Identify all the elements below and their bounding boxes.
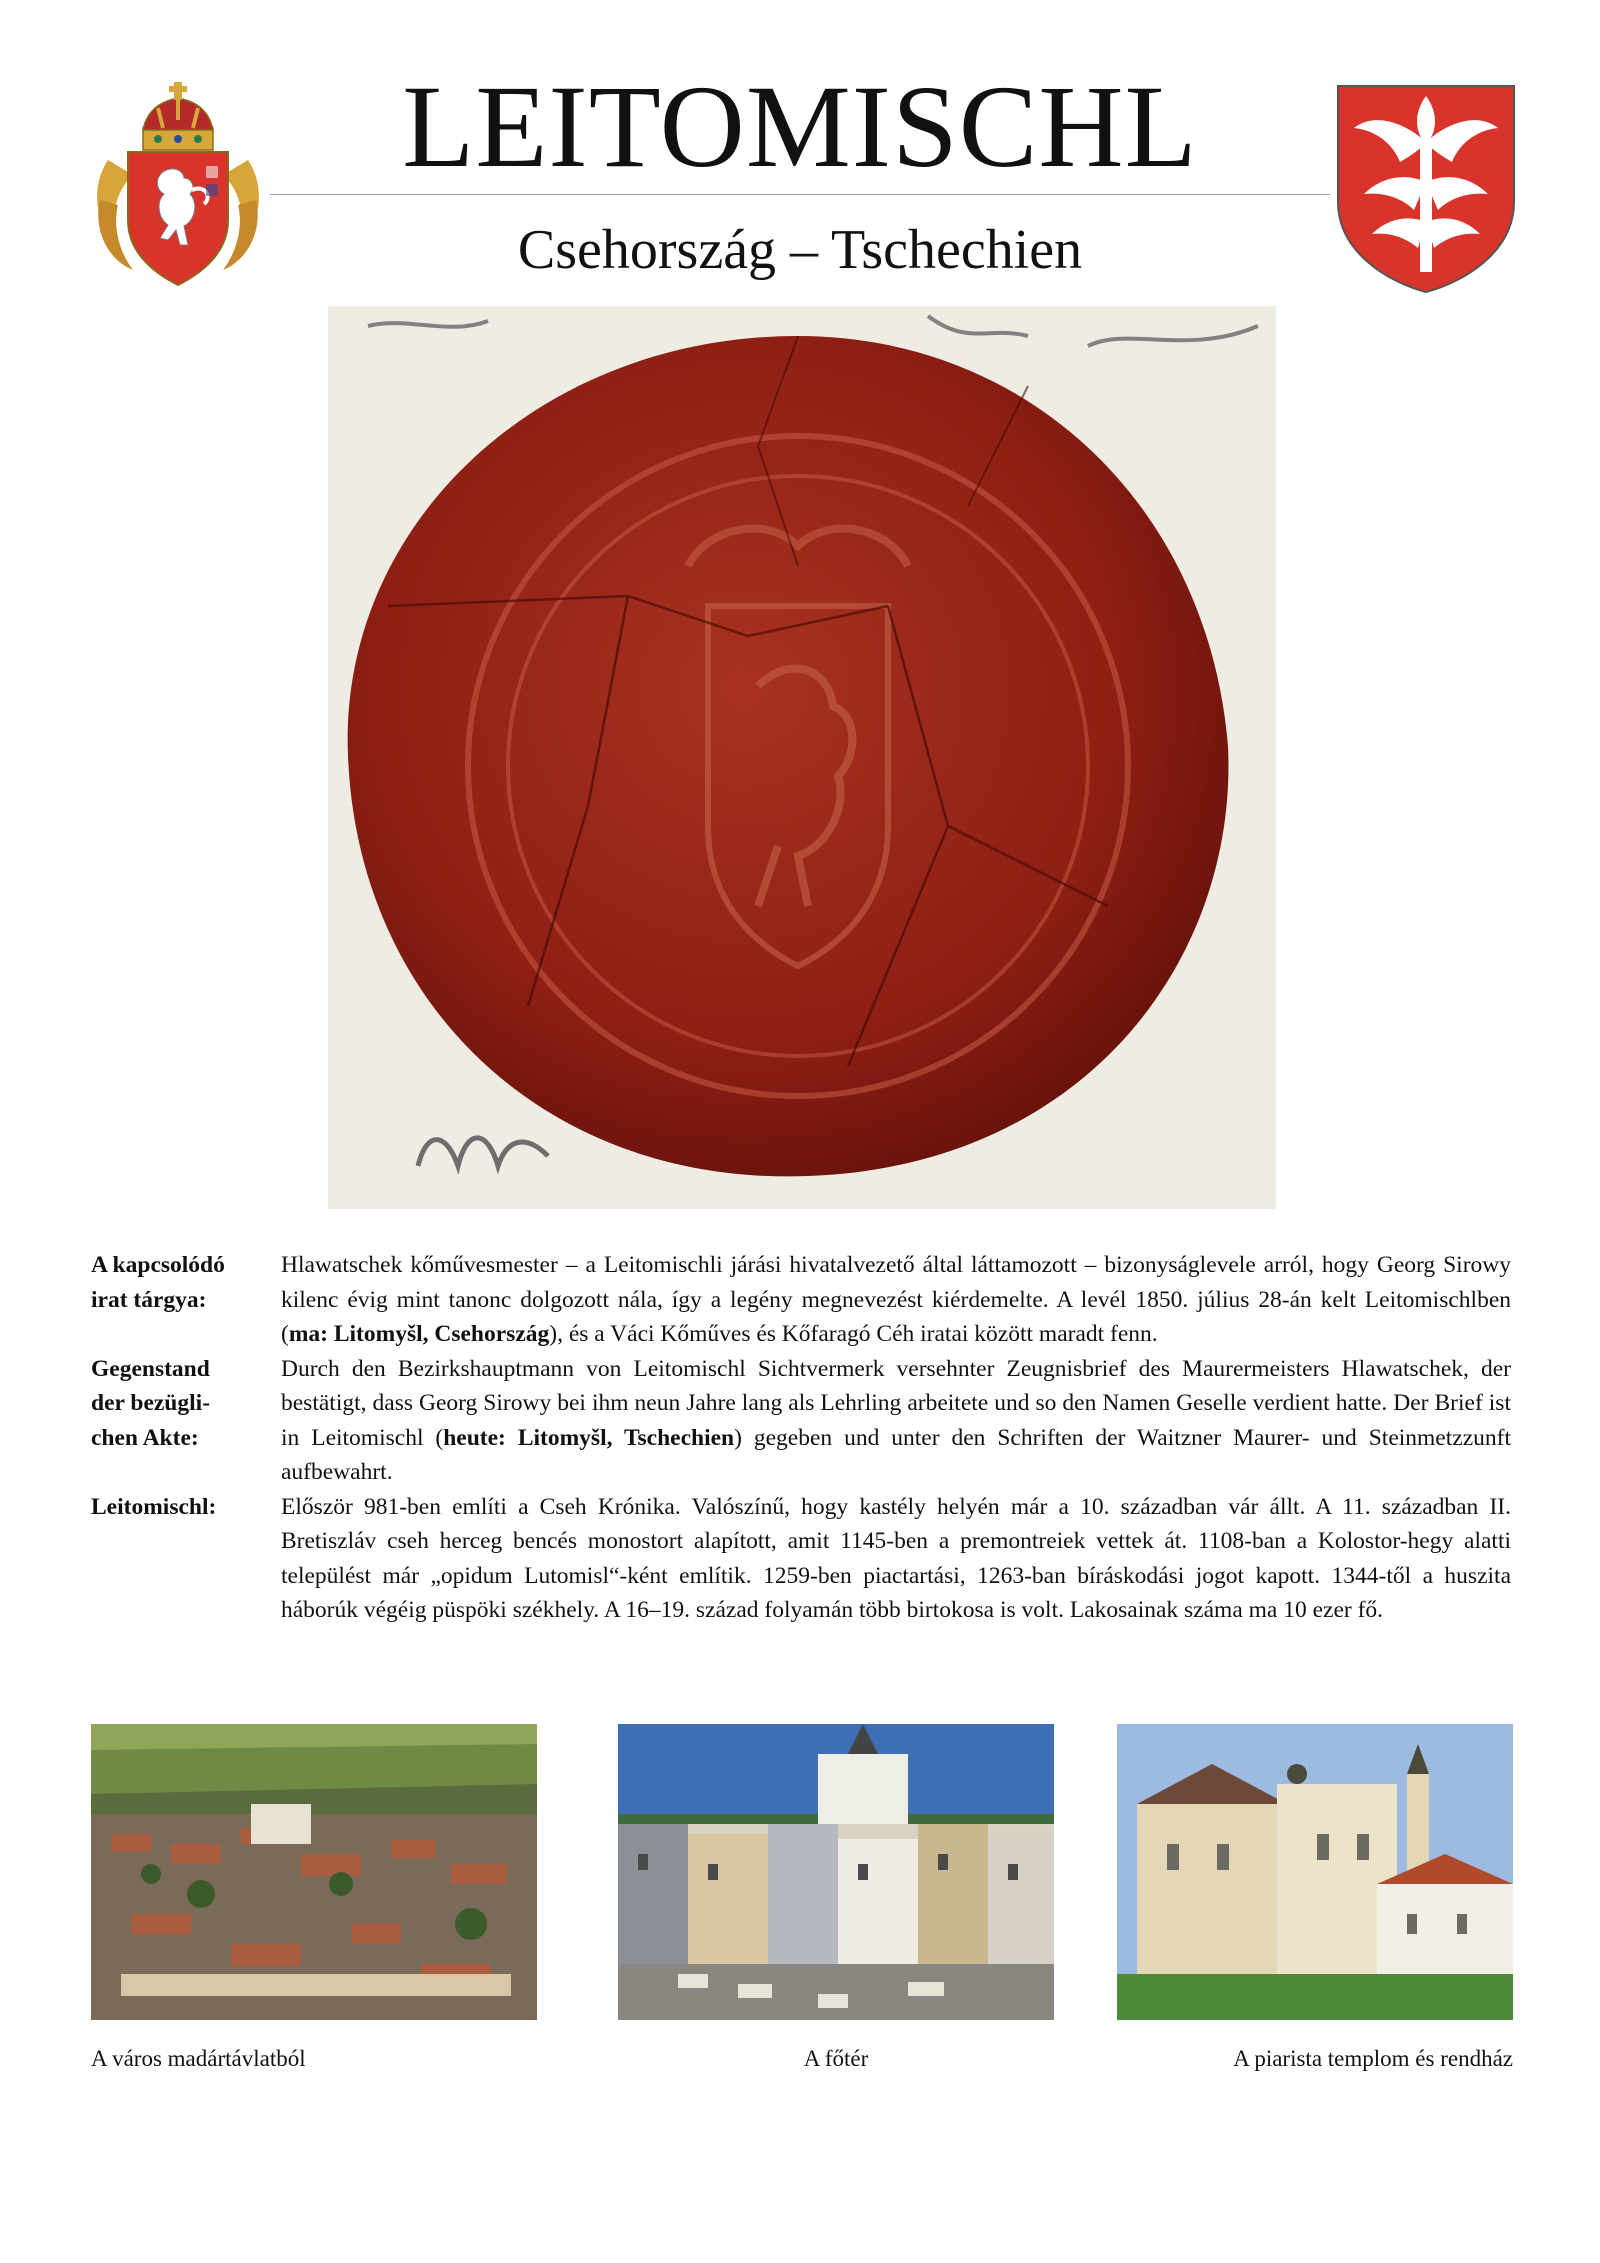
section-label-line: Leitomischl: bbox=[91, 1493, 217, 1520]
bohemia-crest-icon bbox=[88, 80, 268, 294]
litomysl-crest-icon bbox=[1334, 82, 1518, 296]
section-text bbox=[281, 1490, 1511, 1628]
info-section bbox=[91, 1490, 1511, 1628]
section-label bbox=[91, 1352, 281, 1490]
page-title: LEITOMISCHL bbox=[402, 61, 1198, 192]
section-label-line: der bezügli- bbox=[91, 1390, 211, 1416]
wax-seal-photo bbox=[328, 306, 1276, 1209]
section-label-line: chen Akte: bbox=[91, 1424, 199, 1451]
section-text bbox=[281, 1352, 1511, 1490]
place-name-bold: ma: Litomyšl, Csehország bbox=[288, 1321, 550, 1347]
page-subtitle: Csehország – Tschechien bbox=[517, 219, 1083, 281]
section-text-part: Először 981-ben említi a Cseh Krónika. Valószínű, hogy kastély helyén már a 10. században vár állt. A 11. században II. Bretiszláv cseh herceg bencés monostort alapított, amit 1145-ben a premontreiek vettek át. 1108-ban a Kolostor-hegy alatti települést már „opidum Lutomisl“-ként említik. 1259-ben piactartási, 1263-ban bíráskodási jogot kapott. 1344-től a huszita háborúk végéig püspöki székhely. A 16–19. század folyamán több birtokosa is volt. Lakosainak száma ma 10 ezer fő. bbox=[281, 1493, 1511, 1623]
photo-caption: A piarista templom és rendház bbox=[1233, 2046, 1513, 2071]
section-label-line: Gegenstand bbox=[91, 1355, 210, 1382]
title-divider bbox=[270, 194, 1330, 195]
info-section bbox=[91, 1248, 1511, 1352]
info-section bbox=[91, 1352, 1511, 1490]
piarist-church-photo bbox=[1117, 1724, 1513, 2020]
section-text-part: ) gegeben und unter den Schriften der Waitzner Maurer- und Steinmetzzunft aufbewahrt. bbox=[281, 1424, 1511, 1485]
section-label-line: A kapcsolódó bbox=[91, 1252, 225, 1278]
aerial-town-photo bbox=[91, 1724, 537, 2020]
main-square-photo bbox=[618, 1724, 1054, 2020]
description-block bbox=[91, 1248, 1511, 1628]
photo-caption: A főtér bbox=[803, 2046, 869, 2071]
section-label bbox=[91, 1490, 281, 1628]
section-text-part: Durch den Bezirkshauptmann von Leitomischl Sichtvermerk versehnter Zeugnisbrief des Maurermeisters Hlawatschek, der bestätigt, dass Georg Sirowy bei ihm neun Jahre lang als Lehrling arbeitete und so den Namen Geselle verdient hatte. Der Brief ist in Leitomischl ( bbox=[281, 1355, 1511, 1451]
section-label bbox=[91, 1248, 281, 1352]
section-text-part: Hlawatschek kőművesmester – a Leitomischli járási hivatalvezető által láttamozott – bizonyságlevele arról, hogy Georg Sirowy kilenc évig mint tanonc dolgozott nála, így a legény megnevezést kiérdemelte. A levél 1850. július 28-án kelt Leitomischlben ( bbox=[281, 1252, 1511, 1347]
section-text-part: ), és a Váci Kőműves és Kőfaragó Céh iratai között maradt fenn. bbox=[549, 1321, 1158, 1347]
section-label-line: irat tárgya: bbox=[91, 1286, 207, 1313]
photo-caption: A város madártávlatból bbox=[91, 2046, 306, 2071]
section-text bbox=[281, 1248, 1511, 1352]
place-name-bold: heute: Litomyšl, Tschechien bbox=[443, 1424, 735, 1451]
